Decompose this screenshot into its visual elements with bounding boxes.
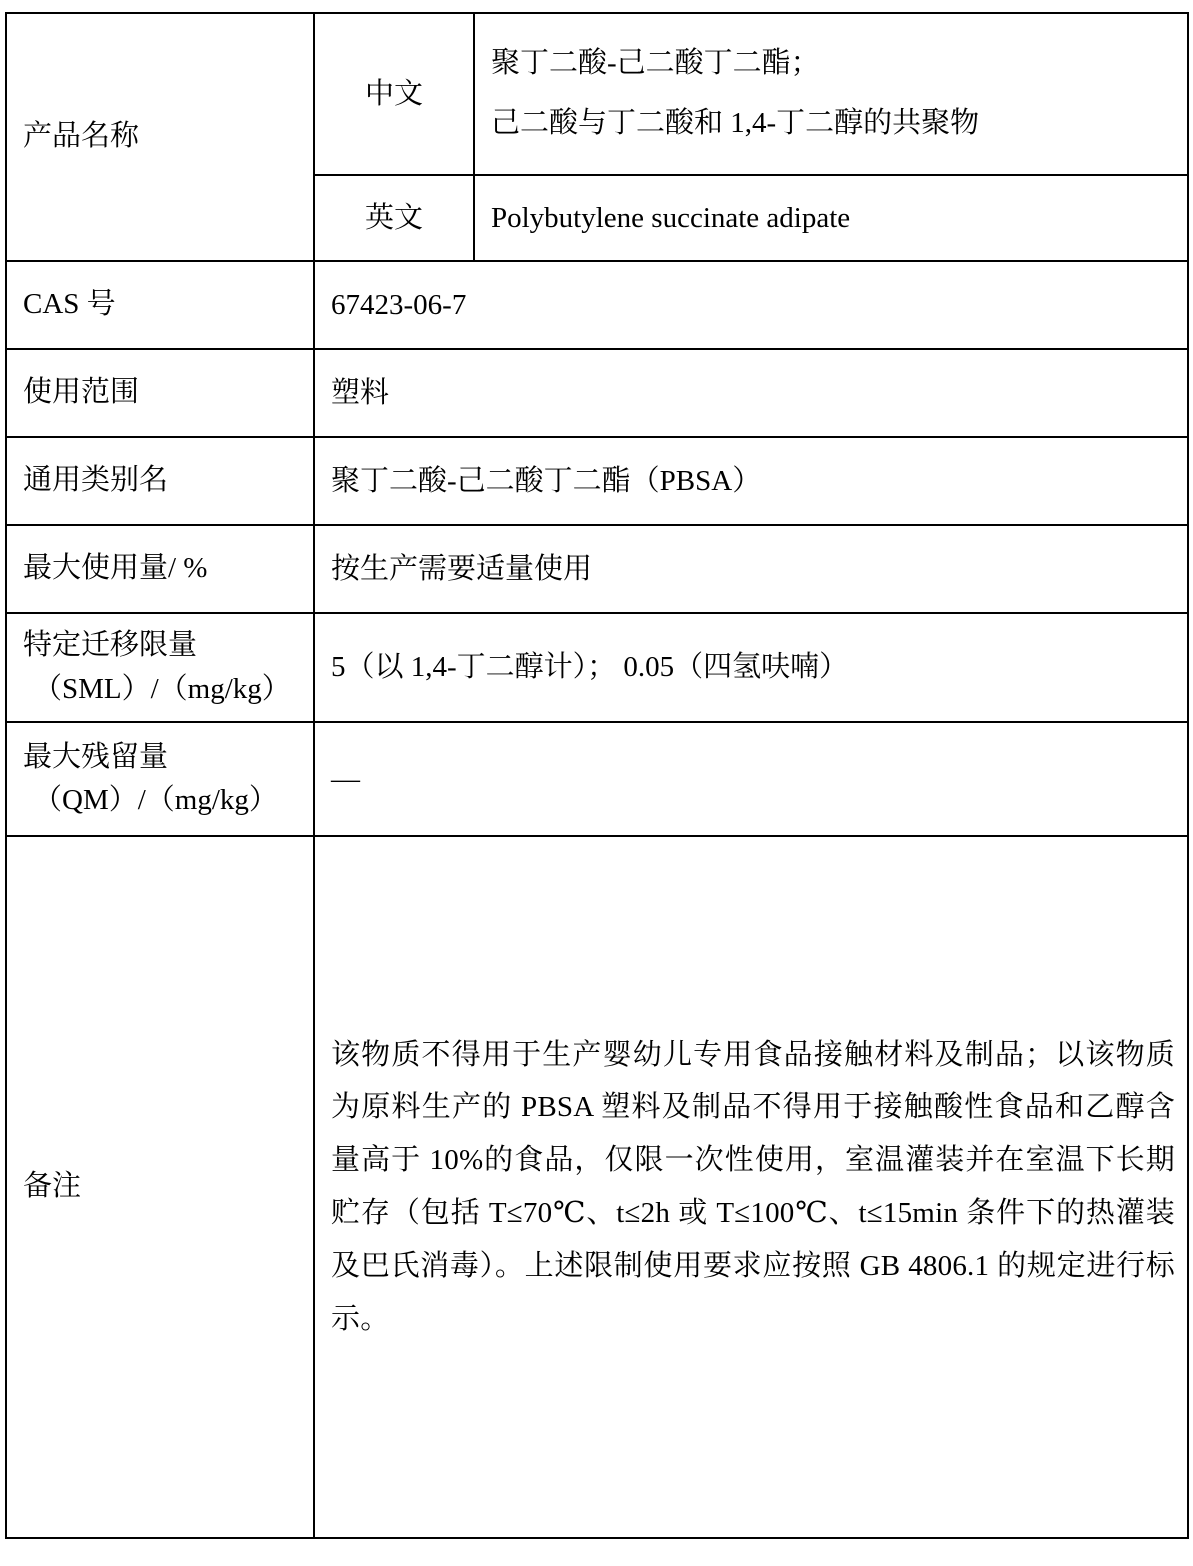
row-label-scope-of-use-text: 使用范围: [23, 376, 140, 409]
sub-label-english-text: 英文: [364, 201, 423, 234]
cell-scope-of-use: [314, 349, 1188, 437]
table-row-cas-number: [6, 261, 1188, 349]
cell-remarks: [314, 836, 1188, 1538]
table-row-generic-category-name: [6, 437, 1188, 525]
row-label-sml-line-1: 特定迁移限量: [23, 629, 198, 661]
row-label-specific-migration-limit: [6, 613, 314, 722]
row-label-cas-number-text: CAS 号: [23, 288, 116, 321]
scope-of-use-value: 塑料: [331, 376, 390, 409]
maximum-residual-quantity-value: —: [331, 762, 360, 795]
row-label-qm-line-2: （QM）/（mg/kg）: [33, 784, 278, 816]
row-label-sml-block: [7, 614, 313, 721]
table-row-remarks: [6, 836, 1188, 1538]
maximum-usage-value: 按生产需要适量使用: [331, 552, 593, 585]
row-label-maximum-residual-quantity: [6, 722, 314, 836]
product-name-cn-line-2: 己二酸与丁二酸和 1,4-丁二醇的共聚物: [491, 107, 980, 139]
row-label-product-name: [6, 13, 314, 261]
sub-label-chinese: [314, 13, 474, 175]
remarks-paragraph: [315, 1011, 1187, 1364]
table-row-maximum-usage: [6, 525, 1188, 613]
cell-maximum-residual-quantity: [314, 722, 1188, 836]
cell-cas-number: [314, 261, 1188, 349]
row-label-cas-number: [6, 261, 314, 349]
row-label-generic-category-name: [6, 437, 314, 525]
generic-category-name-value: 聚丁二酸-己二酸丁二酯（PBSA）: [331, 464, 762, 497]
row-label-qm-line-1: 最大残留量: [23, 740, 169, 773]
row-label-product-name-text: 产品名称: [23, 120, 140, 153]
specific-migration-limit-value: 5（以 1,4-丁二醇计）； 0.05（四氢呋喃）: [331, 651, 849, 684]
cell-maximum-usage: [314, 525, 1188, 613]
substance-specification-table: [5, 12, 1189, 1539]
product-name-cn-block: [475, 24, 1187, 165]
table-row-product-name-cn: [6, 13, 1188, 175]
cell-product-name-cn: [474, 13, 1188, 175]
row-label-sml-line-2: （SML）/（mg/kg）: [33, 672, 291, 705]
row-label-maximum-usage-text: 最大使用量/ %: [23, 552, 208, 585]
sub-label-chinese-text: 中文: [364, 77, 423, 110]
product-name-en-text: Polybutylene succinate adipate: [491, 201, 851, 234]
sub-label-english: [314, 175, 474, 261]
cell-generic-category-name: [314, 437, 1188, 525]
remarks-text: 该物质不得用于生产婴幼儿专用食品接触材料及制品；以该物质为原料生产的 PBSA 塑料及制品不得用于接触酸性食品和乙醇含量高于 10%的食品，仅限一次性使用，室温灌装并在室温下长期贮存（包括 T≤70℃、t≤2h 或 T≤100℃、t≤15min 条件下的热灌装及巴氏消毒）。上述限制使用要求应按照 GB 4806.1 的规定进行标示。: [331, 1038, 1175, 1335]
row-label-scope-of-use: [6, 349, 314, 437]
table-row-maximum-residual-quantity: [6, 722, 1188, 836]
row-label-maximum-usage: [6, 525, 314, 613]
row-label-remarks: [6, 836, 314, 1538]
row-label-remarks-text: 备注: [23, 1170, 82, 1203]
row-label-generic-category-name-text: 通用类别名: [23, 464, 169, 497]
table-row-specific-migration-limit: [6, 613, 1188, 722]
cell-product-name-en: [474, 175, 1188, 261]
cell-specific-migration-limit: [314, 613, 1188, 722]
table-row-scope-of-use: [6, 349, 1188, 437]
row-label-qm-block: [7, 726, 313, 833]
cas-number-value: 67423-06-7: [331, 288, 467, 321]
product-name-cn-line-1: 聚丁二酸-己二酸丁二酯；: [491, 46, 820, 79]
